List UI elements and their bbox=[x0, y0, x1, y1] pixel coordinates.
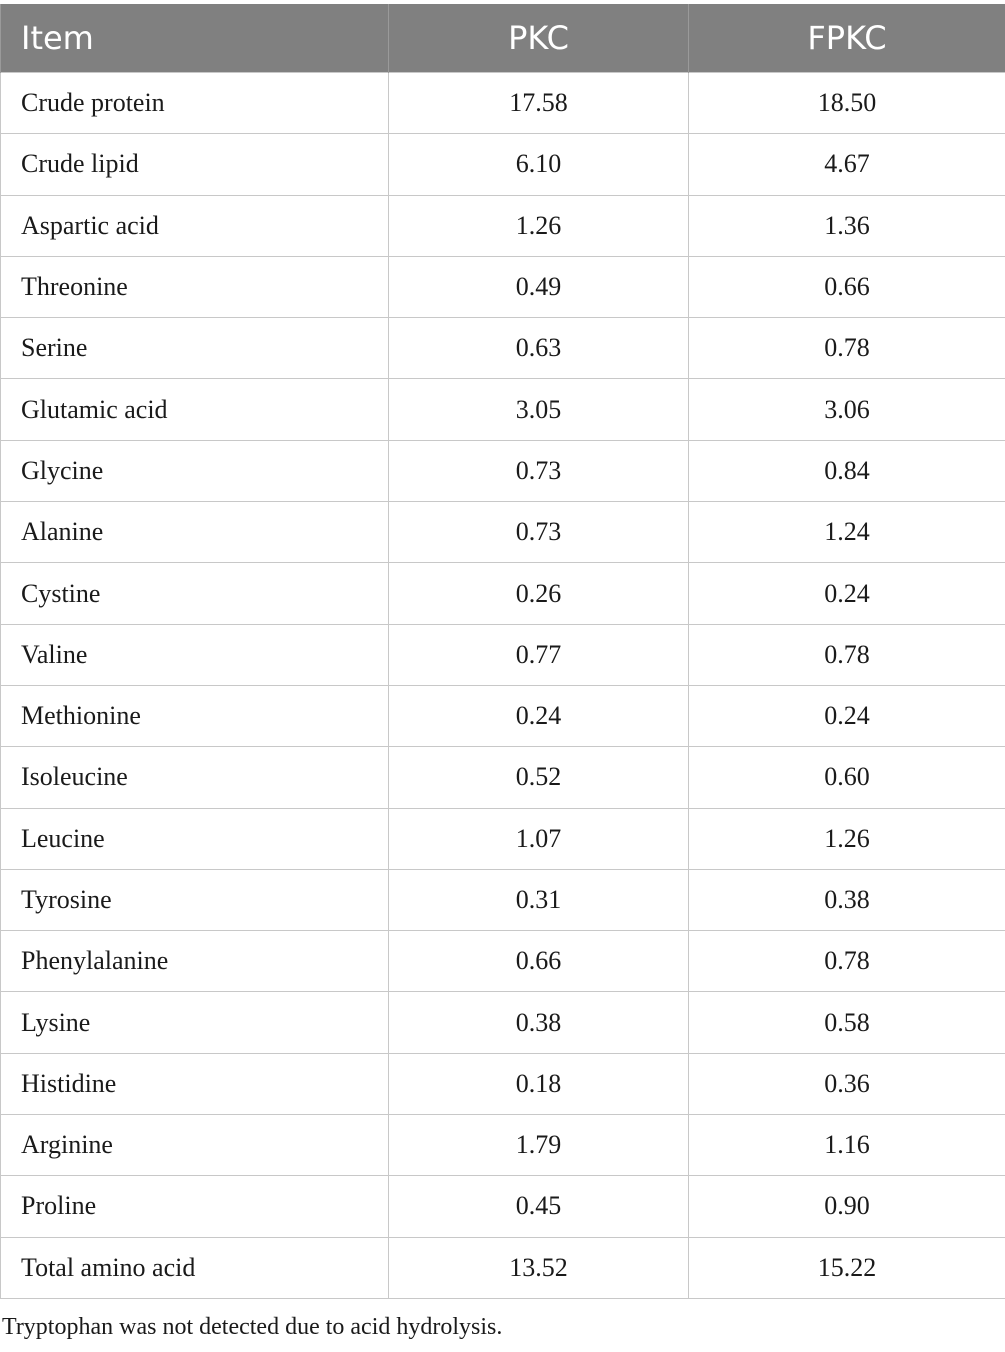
row-pkc-cell: 3.05 bbox=[389, 379, 689, 440]
row-fpkc-cell: 4.67 bbox=[689, 134, 1005, 195]
header-pkc: PKC bbox=[389, 4, 689, 73]
row-fpkc-cell: 1.24 bbox=[689, 502, 1005, 563]
row-fpkc-cell: 1.26 bbox=[689, 808, 1005, 869]
table-row bbox=[1, 379, 1005, 440]
row-pkc-cell: 0.38 bbox=[389, 992, 689, 1053]
row-item-cell: Serine bbox=[1, 318, 389, 379]
row-pkc-cell: 0.49 bbox=[389, 256, 689, 317]
row-fpkc-cell: 3.06 bbox=[689, 379, 1005, 440]
row-pkc-cell: 0.18 bbox=[389, 1053, 689, 1114]
table-row bbox=[1, 808, 1005, 869]
table-row bbox=[1, 502, 1005, 563]
header-fpkc: FPKC bbox=[689, 4, 1005, 73]
table-row bbox=[1, 73, 1005, 134]
table-row bbox=[1, 992, 1005, 1053]
row-pkc-cell: 13.52 bbox=[389, 1237, 689, 1298]
table-row bbox=[1, 1237, 1005, 1298]
row-item-cell: Histidine bbox=[1, 1053, 389, 1114]
row-fpkc-cell: 0.38 bbox=[689, 869, 1005, 930]
row-fpkc-cell: 0.66 bbox=[689, 256, 1005, 317]
row-fpkc-cell: 0.60 bbox=[689, 747, 1005, 808]
row-item-cell: Alanine bbox=[1, 502, 389, 563]
row-item-cell: Crude lipid bbox=[1, 134, 389, 195]
table-row bbox=[1, 869, 1005, 930]
amino-acid-composition-table bbox=[0, 4, 1005, 1299]
table-row bbox=[1, 134, 1005, 195]
row-fpkc-cell: 18.50 bbox=[689, 73, 1005, 134]
row-pkc-cell: 0.24 bbox=[389, 685, 689, 746]
header-item: Item bbox=[1, 4, 389, 73]
table-body bbox=[1, 73, 1005, 1299]
row-item-cell: Leucine bbox=[1, 808, 389, 869]
table-row bbox=[1, 563, 1005, 624]
row-pkc-cell: 1.79 bbox=[389, 1115, 689, 1176]
table-header bbox=[1, 4, 1005, 73]
row-pkc-cell: 0.45 bbox=[389, 1176, 689, 1237]
row-pkc-cell: 1.26 bbox=[389, 195, 689, 256]
row-fpkc-cell: 1.36 bbox=[689, 195, 1005, 256]
row-pkc-cell: 0.73 bbox=[389, 502, 689, 563]
row-pkc-cell: 1.07 bbox=[389, 808, 689, 869]
row-fpkc-cell: 0.90 bbox=[689, 1176, 1005, 1237]
table-footnote: Tryptophan was not detected due to acid hydrolysis. bbox=[2, 1314, 503, 1340]
row-fpkc-cell: 0.24 bbox=[689, 563, 1005, 624]
row-fpkc-cell: 0.84 bbox=[689, 440, 1005, 501]
row-pkc-cell: 0.26 bbox=[389, 563, 689, 624]
row-pkc-cell: 0.66 bbox=[389, 931, 689, 992]
row-item-cell: Proline bbox=[1, 1176, 389, 1237]
row-pkc-cell: 6.10 bbox=[389, 134, 689, 195]
row-item-cell: Glycine bbox=[1, 440, 389, 501]
table-row bbox=[1, 440, 1005, 501]
row-item-cell: Total amino acid bbox=[1, 1237, 389, 1298]
row-pkc-cell: 0.73 bbox=[389, 440, 689, 501]
row-fpkc-cell: 1.16 bbox=[689, 1115, 1005, 1176]
composition-table-container bbox=[0, 4, 1005, 1299]
row-pkc-cell: 0.77 bbox=[389, 624, 689, 685]
table-row bbox=[1, 1115, 1005, 1176]
row-item-cell: Glutamic acid bbox=[1, 379, 389, 440]
table-row bbox=[1, 931, 1005, 992]
row-item-cell: Arginine bbox=[1, 1115, 389, 1176]
row-item-cell: Isoleucine bbox=[1, 747, 389, 808]
table-row bbox=[1, 1053, 1005, 1114]
row-fpkc-cell: 15.22 bbox=[689, 1237, 1005, 1298]
table-row bbox=[1, 195, 1005, 256]
row-pkc-cell: 17.58 bbox=[389, 73, 689, 134]
row-fpkc-cell: 0.78 bbox=[689, 624, 1005, 685]
row-item-cell: Tyrosine bbox=[1, 869, 389, 930]
row-fpkc-cell: 0.24 bbox=[689, 685, 1005, 746]
table-row bbox=[1, 685, 1005, 746]
table-row bbox=[1, 1176, 1005, 1237]
table-row bbox=[1, 624, 1005, 685]
row-fpkc-cell: 0.36 bbox=[689, 1053, 1005, 1114]
table-row bbox=[1, 256, 1005, 317]
row-pkc-cell: 0.31 bbox=[389, 869, 689, 930]
table-row bbox=[1, 318, 1005, 379]
row-item-cell: Aspartic acid bbox=[1, 195, 389, 256]
table-row bbox=[1, 747, 1005, 808]
row-item-cell: Valine bbox=[1, 624, 389, 685]
header-row bbox=[1, 4, 1005, 73]
row-item-cell: Methionine bbox=[1, 685, 389, 746]
row-fpkc-cell: 0.58 bbox=[689, 992, 1005, 1053]
row-item-cell: Lysine bbox=[1, 992, 389, 1053]
row-item-cell: Cystine bbox=[1, 563, 389, 624]
row-pkc-cell: 0.52 bbox=[389, 747, 689, 808]
row-item-cell: Crude protein bbox=[1, 73, 389, 134]
row-item-cell: Phenylalanine bbox=[1, 931, 389, 992]
row-pkc-cell: 0.63 bbox=[389, 318, 689, 379]
row-item-cell: Threonine bbox=[1, 256, 389, 317]
row-fpkc-cell: 0.78 bbox=[689, 931, 1005, 992]
row-fpkc-cell: 0.78 bbox=[689, 318, 1005, 379]
